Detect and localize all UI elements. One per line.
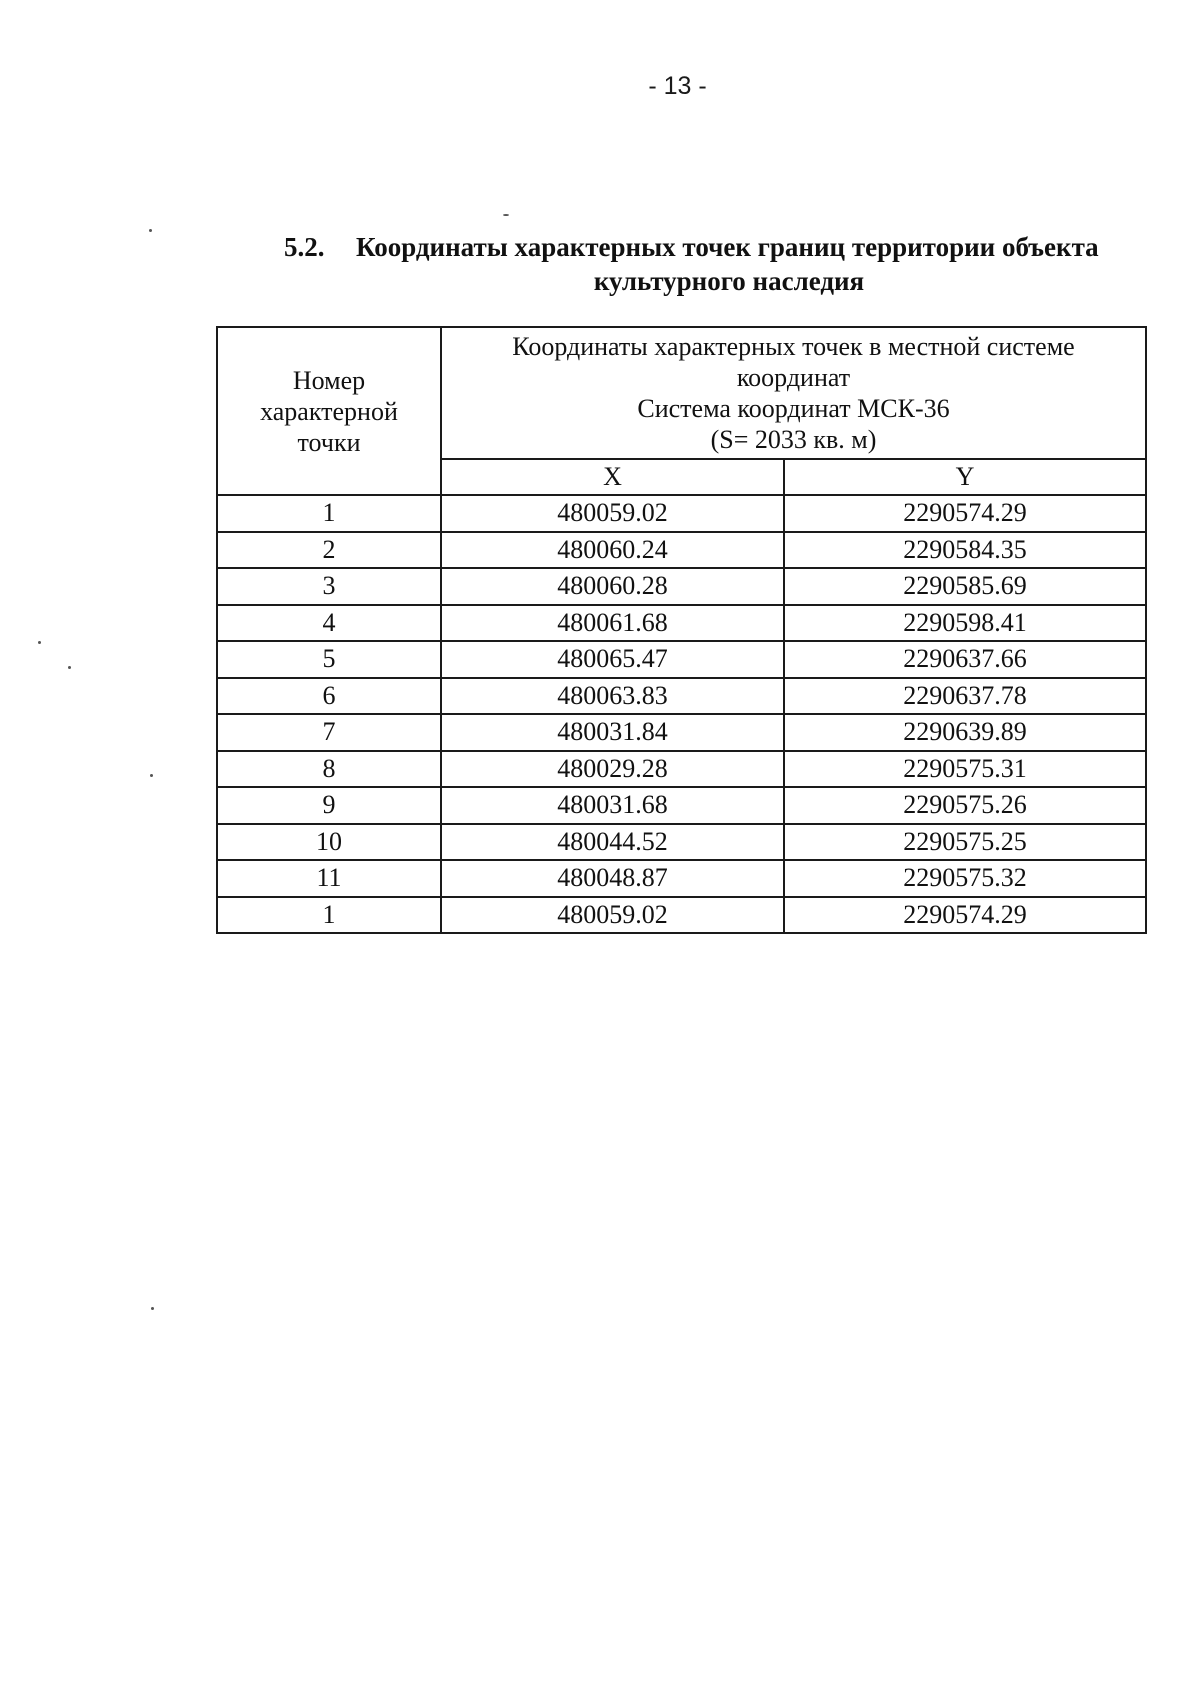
point-number-cell: 8 [217, 751, 441, 788]
section-heading [284, 230, 1154, 298]
y-column-header: Y [784, 459, 1146, 495]
table-row [217, 751, 1146, 788]
x-coordinate-cell: 480031.84 [441, 714, 784, 751]
section-title-line-2: культурного наследия [593, 266, 865, 296]
point-number-cell: 1 [217, 897, 441, 934]
point-number-cell: 3 [217, 568, 441, 605]
group-header-line: Система координат МСК-36 [637, 394, 950, 423]
table-row [217, 568, 1146, 605]
table-row [217, 860, 1146, 897]
x-column-header: X [441, 459, 784, 495]
y-coordinate-cell: 2290639.89 [784, 714, 1146, 751]
table-row [217, 824, 1146, 861]
section-number: 5.2. [284, 232, 325, 262]
table-row [217, 495, 1146, 532]
table-row [217, 641, 1146, 678]
point-number-cell: 4 [217, 605, 441, 642]
y-coordinate-cell: 2290575.26 [784, 787, 1146, 824]
y-coordinate-cell: 2290585.69 [784, 568, 1146, 605]
group-header-line: координат [736, 363, 851, 392]
x-coordinate-cell: 480059.02 [441, 897, 784, 934]
y-coordinate-cell: 2290637.66 [784, 641, 1146, 678]
point-number-header [217, 327, 441, 495]
scan-speck [38, 641, 41, 644]
point-number-cell: 11 [217, 860, 441, 897]
table-row [217, 787, 1146, 824]
group-header-line: (S= 2033 кв. м) [710, 425, 877, 454]
point-number-cell: 9 [217, 787, 441, 824]
y-coordinate-cell: 2290584.35 [784, 532, 1146, 569]
x-coordinate-cell: 480060.24 [441, 532, 784, 569]
x-coordinate-cell: 480044.52 [441, 824, 784, 861]
section-title-line-1: Координаты характерных точек границ территории объекта [356, 232, 1099, 262]
scan-speck [150, 774, 153, 777]
page-number: - 13 - [648, 72, 707, 100]
point-number-cell: 7 [217, 714, 441, 751]
x-coordinate-cell: 480060.28 [441, 568, 784, 605]
y-coordinate-cell: 2290598.41 [784, 605, 1146, 642]
table-row [217, 605, 1146, 642]
y-coordinate-cell: 2290637.78 [784, 678, 1146, 715]
table-row [217, 678, 1146, 715]
y-coordinate-cell: 2290574.29 [784, 897, 1146, 934]
coordinates-group-header [441, 327, 1146, 459]
x-coordinate-cell: 480048.87 [441, 860, 784, 897]
point-number-header-line: точки [297, 427, 361, 457]
table-row [217, 532, 1146, 569]
y-coordinate-cell: 2290575.25 [784, 824, 1146, 861]
scan-speck [503, 214, 509, 216]
table-row [217, 714, 1146, 751]
scan-speck [151, 1307, 154, 1310]
table-row [217, 897, 1146, 934]
point-number-cell: 10 [217, 824, 441, 861]
y-coordinate-cell: 2290575.31 [784, 751, 1146, 788]
point-number-header-line: Номер [292, 365, 366, 395]
x-coordinate-cell: 480065.47 [441, 641, 784, 678]
scan-speck [68, 666, 71, 669]
x-coordinate-cell: 480029.28 [441, 751, 784, 788]
point-number-cell: 6 [217, 678, 441, 715]
point-number-cell: 5 [217, 641, 441, 678]
heading-line-1 [284, 230, 1154, 264]
table-header-row [217, 327, 1146, 459]
x-coordinate-cell: 480031.68 [441, 787, 784, 824]
point-number-cell: 1 [217, 495, 441, 532]
y-coordinate-cell: 2290575.32 [784, 860, 1146, 897]
group-header-line: Координаты характерных точек в местной системе [512, 332, 1075, 361]
point-number-cell: 2 [217, 532, 441, 569]
x-coordinate-cell: 480063.83 [441, 678, 784, 715]
coordinates-table [216, 326, 1147, 934]
x-coordinate-cell: 480061.68 [441, 605, 784, 642]
point-number-header-line: характерной [260, 396, 398, 426]
y-coordinate-cell: 2290574.29 [784, 495, 1146, 532]
scan-speck [149, 229, 152, 232]
x-coordinate-cell: 480059.02 [441, 495, 784, 532]
